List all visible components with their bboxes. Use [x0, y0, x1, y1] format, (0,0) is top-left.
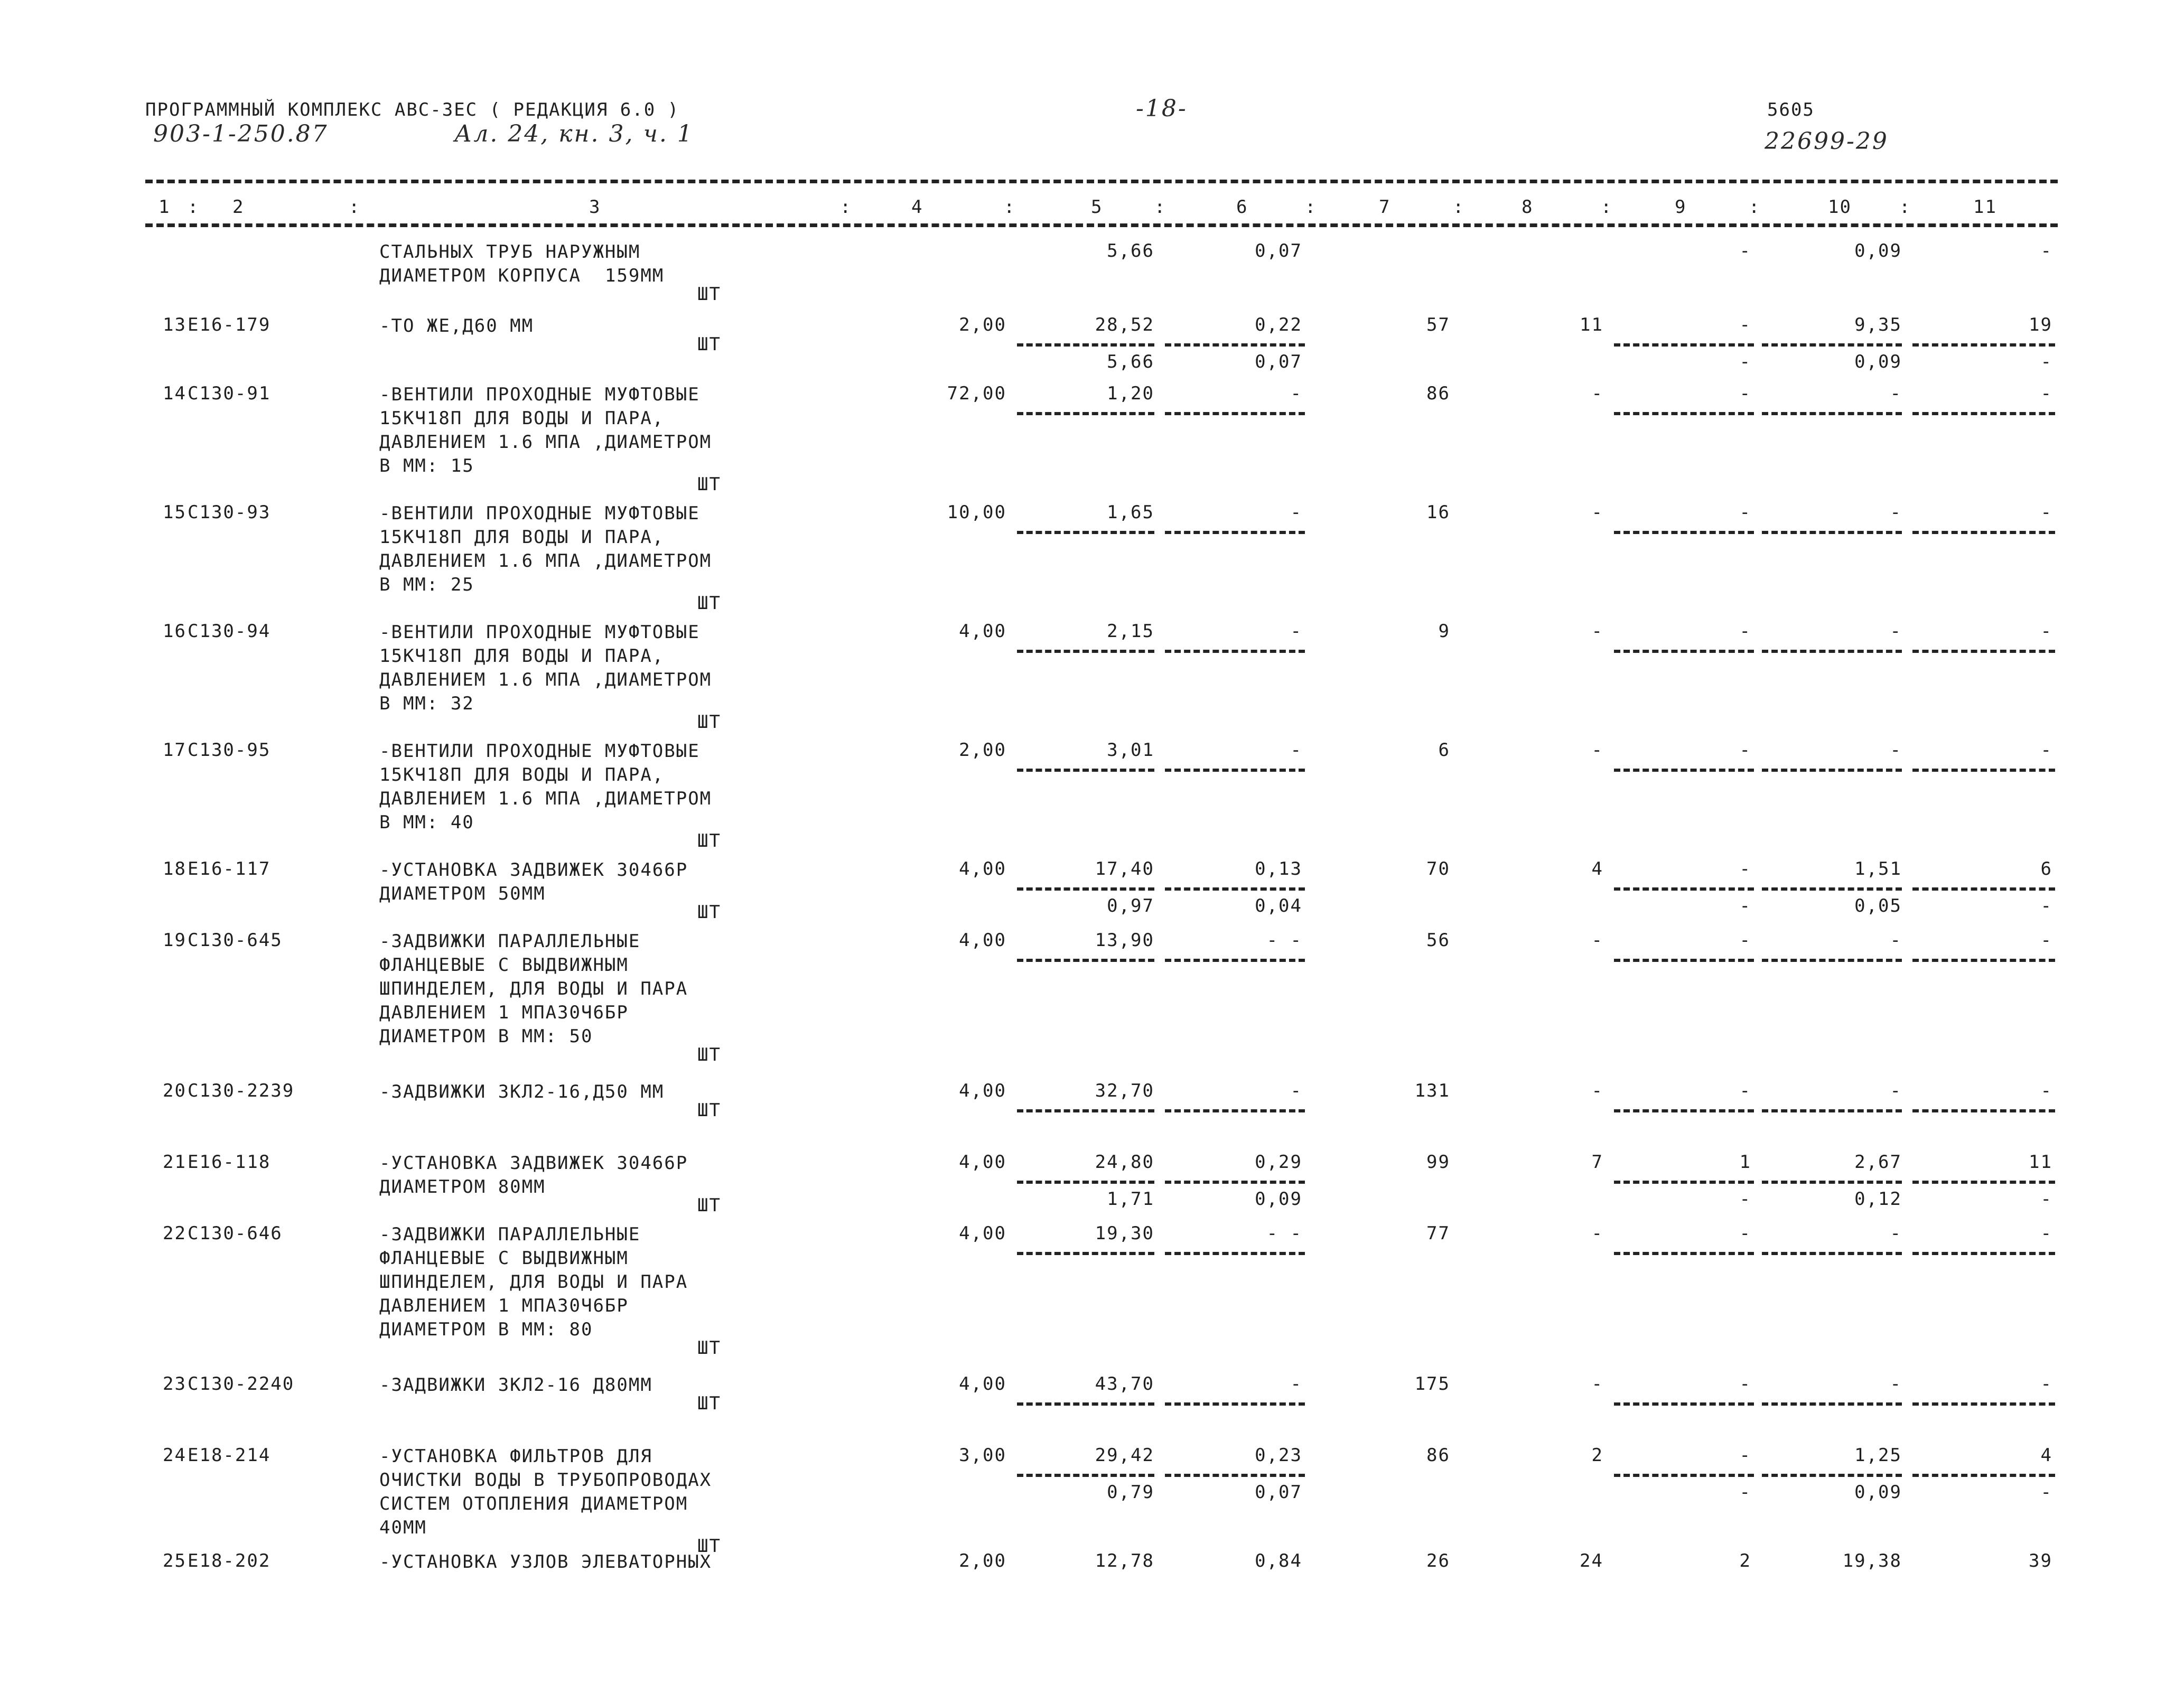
value-separator	[1614, 343, 1754, 347]
cell-col-c5: 13,90	[1095, 930, 1154, 951]
column-number: 8	[1522, 197, 1534, 218]
table-top-rule	[145, 180, 2058, 183]
secondary-value: -	[1739, 1189, 1751, 1210]
secondary-value: -	[2040, 1482, 2052, 1503]
value-separator	[1165, 1181, 1305, 1184]
unit-label: ШТ	[697, 1044, 721, 1065]
cell-col-c8: -	[1591, 930, 1603, 951]
value-separator	[1614, 959, 1754, 962]
column-separator: :	[840, 197, 852, 218]
work-description: СТАЛЬНЫХ ТРУБ НАРУЖНЫМ ДИАМЕТРОМ КОРПУСА 159ММ	[379, 241, 665, 286]
cell-col-qty: 2,00	[959, 1550, 1006, 1571]
cell-col-c11: 19	[2029, 314, 2052, 335]
secondary-value: 0,12	[1854, 1189, 1902, 1210]
cell-col-c6: 0,23	[1255, 1445, 1302, 1466]
cell-col-c6: -	[1290, 1373, 1302, 1395]
price-code: С130-645	[188, 930, 283, 951]
cell-col-c9: -	[1739, 621, 1751, 642]
row-number: 17	[163, 740, 186, 761]
value-separator	[1017, 769, 1154, 772]
cell-col-qty: 72,00	[947, 383, 1006, 404]
cell-col-c10: -	[1890, 502, 1902, 523]
project-number: 903-1-250.87	[153, 120, 329, 147]
column-separator: :	[1305, 197, 1317, 218]
cell-col-c8: -	[1591, 502, 1603, 523]
value-separator	[1017, 650, 1154, 653]
value-separator	[1165, 887, 1305, 891]
unit-label: ШТ	[697, 1100, 721, 1121]
value-separator	[1165, 1474, 1305, 1477]
secondary-value: 0,09	[1854, 1482, 1902, 1503]
row-number: 20	[163, 1080, 186, 1101]
work-description: -ЗАДВИЖКИ 3КЛ2-16 Д80ММ	[379, 1374, 652, 1396]
price-code: Е18-214	[188, 1445, 271, 1466]
work-description: -ВЕНТИЛИ ПРОХОДНЫЕ МУФТОВЫЕ 15КЧ18П ДЛЯ ВОДЫ И ПАРА, ДАВЛЕНИЕМ 1.6 МПА ,ДИАМЕТРОМ В ММ: 15	[379, 384, 712, 476]
price-code: С130-93	[188, 502, 271, 523]
value-separator	[1614, 1474, 1754, 1477]
value-separator	[1762, 1252, 1902, 1255]
price-code: Е16-179	[188, 314, 271, 335]
cell-col-c9: -	[1739, 502, 1751, 523]
cell-col-c6: 0,22	[1255, 314, 1302, 335]
unit-label: ШТ	[697, 1393, 721, 1414]
cell-col-c9: -	[1739, 1373, 1751, 1395]
value-separator	[1762, 412, 1902, 415]
cell-col-c9: -	[1739, 240, 1751, 261]
secondary-value: 0,07	[1255, 1482, 1302, 1503]
cell-col-c7: 70	[1426, 858, 1450, 880]
value-separator	[1912, 343, 2055, 347]
column-separator: :	[1154, 197, 1166, 218]
cell-col-c6: -	[1290, 383, 1302, 404]
column-number: 5	[1091, 197, 1103, 218]
unit-label: ШТ	[697, 334, 721, 355]
cell-col-c8: -	[1591, 1373, 1603, 1395]
value-separator	[1912, 531, 2055, 534]
secondary-value: 0,05	[1854, 895, 1902, 916]
row-number: 25	[163, 1550, 186, 1571]
row-number: 21	[163, 1152, 186, 1173]
cell-col-c10: -	[1890, 1373, 1902, 1395]
value-separator	[1614, 531, 1754, 534]
column-separator: :	[1899, 197, 1911, 218]
value-separator	[1614, 1109, 1754, 1112]
cell-col-c11: 11	[2029, 1152, 2052, 1173]
cell-col-c8: -	[1591, 1080, 1603, 1101]
table-header-rule	[145, 223, 2058, 227]
cell-col-c9: 2	[1739, 1550, 1751, 1571]
cell-col-c10: 2,67	[1854, 1152, 1902, 1173]
secondary-value: 0,09	[1255, 1189, 1302, 1210]
value-separator	[1165, 1109, 1305, 1112]
value-separator	[1614, 887, 1754, 891]
cell-col-c7: 99	[1426, 1152, 1450, 1173]
value-separator	[1017, 1402, 1154, 1406]
work-description: -УСТАНОВКА ФИЛЬТРОВ ДЛЯ ОЧИСТКИ ВОДЫ В ТРУБОПРОВОДАХ СИСТЕМ ОТОПЛЕНИЯ ДИАМЕТРОМ 40ММ	[379, 1446, 712, 1538]
value-separator	[1762, 1474, 1902, 1477]
column-separator: :	[1453, 197, 1465, 218]
secondary-value: 0,09	[1854, 351, 1902, 372]
cell-col-c8: -	[1591, 383, 1603, 404]
value-separator	[1017, 1252, 1154, 1255]
cell-col-c5: 12,78	[1095, 1550, 1154, 1571]
value-separator	[1017, 1109, 1154, 1112]
cell-col-c7: 57	[1426, 314, 1450, 335]
cell-col-c11: 4	[2040, 1445, 2052, 1466]
cell-col-c9: 1	[1739, 1152, 1751, 1173]
column-number: 2	[232, 197, 245, 218]
value-separator	[1762, 887, 1902, 891]
cell-col-c5: 28,52	[1095, 314, 1154, 335]
unit-label: ШТ	[697, 1536, 721, 1557]
cell-col-c7: 175	[1414, 1373, 1450, 1395]
cell-col-c10: -	[1890, 1223, 1902, 1244]
cell-col-qty: 2,00	[959, 740, 1006, 761]
cell-col-c7: 86	[1426, 1445, 1450, 1466]
cell-col-c6: 0,07	[1255, 240, 1302, 261]
cell-col-c6: 0,13	[1255, 858, 1302, 880]
work-description: -УСТАНОВКА ЗАДВИЖЕК 30466Р ДИАМЕТРОМ 50ММ	[379, 859, 688, 904]
price-code: Е16-117	[188, 858, 271, 880]
secondary-value: 5,66	[1107, 351, 1154, 372]
row-number: 16	[163, 621, 186, 642]
value-separator	[1017, 1474, 1154, 1477]
value-separator	[1912, 1181, 2055, 1184]
secondary-value: -	[1739, 1482, 1751, 1503]
value-separator	[1165, 1252, 1305, 1255]
cell-col-c6: 0,29	[1255, 1152, 1302, 1173]
price-code: Е18-202	[188, 1550, 271, 1571]
secondary-value: -	[1739, 895, 1751, 916]
cell-col-c11: -	[2040, 740, 2052, 761]
cell-col-c7: 77	[1426, 1223, 1450, 1244]
secondary-value: -	[2040, 895, 2052, 916]
cell-col-qty: 4,00	[959, 1223, 1006, 1244]
cell-col-qty: 4,00	[959, 1080, 1006, 1101]
price-code: С130-2239	[188, 1080, 295, 1101]
value-separator	[1912, 412, 2055, 415]
column-separator: :	[349, 197, 361, 218]
cell-col-c10: 1,51	[1854, 858, 1902, 880]
unit-label: ШТ	[697, 474, 721, 495]
column-number: 1	[158, 197, 171, 218]
cell-col-c9: -	[1739, 383, 1751, 404]
value-separator	[1165, 650, 1305, 653]
cell-col-c11: -	[2040, 1223, 2052, 1244]
price-code: С130-91	[188, 383, 271, 404]
unit-label: ШТ	[697, 284, 721, 305]
cell-col-c7: 6	[1438, 740, 1450, 761]
cell-col-c11: -	[2040, 240, 2052, 261]
value-separator	[1912, 1109, 2055, 1112]
value-separator	[1165, 343, 1305, 347]
cell-col-c6: 0,84	[1255, 1550, 1302, 1571]
value-separator	[1762, 1181, 1902, 1184]
value-separator	[1762, 959, 1902, 962]
cell-col-c7: 56	[1426, 930, 1450, 951]
cell-col-c6: - -	[1266, 930, 1302, 951]
cell-col-c9: -	[1739, 314, 1751, 335]
value-separator	[1165, 412, 1305, 415]
value-separator	[1614, 650, 1754, 653]
column-separator: :	[1749, 197, 1761, 218]
value-separator	[1762, 1402, 1902, 1406]
price-code: Е16-118	[188, 1152, 271, 1173]
cell-col-qty: 4,00	[959, 1152, 1006, 1173]
cell-col-c9: -	[1739, 858, 1751, 880]
cell-col-c5: 29,42	[1095, 1445, 1154, 1466]
row-number: 24	[163, 1445, 186, 1466]
row-number: 19	[163, 930, 186, 951]
document-inventory-number: 22699-29	[1765, 128, 1889, 155]
work-description: -УСТАНОВКА ЗАДВИЖЕК 30466Р ДИАМЕТРОМ 80ММ	[379, 1153, 688, 1197]
value-separator	[1912, 769, 2055, 772]
value-separator	[1614, 1252, 1754, 1255]
unit-label: ШТ	[697, 1195, 721, 1216]
value-separator	[1017, 531, 1154, 534]
value-separator	[1762, 531, 1902, 534]
unit-label: ШТ	[697, 712, 721, 733]
cell-col-c8: 7	[1591, 1152, 1603, 1173]
column-number: 6	[1236, 197, 1248, 218]
cell-col-c10: 0,09	[1854, 240, 1902, 261]
cell-col-c5: 2,15	[1107, 621, 1154, 642]
cell-col-c7: 9	[1438, 621, 1450, 642]
value-separator	[1017, 343, 1154, 347]
cell-col-c11: -	[2040, 502, 2052, 523]
value-separator	[1762, 769, 1902, 772]
cell-col-c5: 43,70	[1095, 1373, 1154, 1395]
cell-col-c7: 131	[1414, 1080, 1450, 1101]
unit-label: ШТ	[697, 1337, 721, 1359]
work-description: -ВЕНТИЛИ ПРОХОДНЫЕ МУФТОВЫЕ 15КЧ18П ДЛЯ ВОДЫ И ПАРА, ДАВЛЕНИЕМ 1.6 МПА ,ДИАМЕТРОМ В ММ: 32	[379, 622, 712, 714]
cell-col-c6: - -	[1266, 1223, 1302, 1244]
column-separator: :	[1004, 197, 1016, 218]
cell-col-c9: -	[1739, 930, 1751, 951]
value-separator	[1614, 769, 1754, 772]
cell-col-c8: 11	[1580, 314, 1603, 335]
cell-col-c8: -	[1591, 1223, 1603, 1244]
cell-col-qty: 4,00	[959, 858, 1006, 880]
cell-col-c10: -	[1890, 621, 1902, 642]
cell-col-qty: 3,00	[959, 1445, 1006, 1466]
cell-col-c8: 24	[1580, 1550, 1603, 1571]
work-description: -ВЕНТИЛИ ПРОХОДНЫЕ МУФТОВЫЕ 15КЧ18П ДЛЯ ВОДЫ И ПАРА, ДАВЛЕНИЕМ 1.6 МПА ,ДИАМЕТРОМ В ММ: 40	[379, 741, 712, 833]
value-separator	[1762, 343, 1902, 347]
row-number: 13	[163, 314, 186, 335]
value-separator	[1912, 1402, 2055, 1406]
work-description: -ЗАДВИЖКИ ПАРАЛЛЕЛЬНЫЕ ФЛАНЦЕВЫЕ С ВЫДВИЖНЫМ ШПИНДЕЛЕМ, ДЛЯ ВОДЫ И ПАРА ДАВЛЕНИЕМ 1 МПА30Ч6БР ДИАМЕТРОМ В ММ: 50	[379, 931, 688, 1047]
cell-col-c9: -	[1739, 1223, 1751, 1244]
cell-col-c7: 86	[1426, 383, 1450, 404]
secondary-value: 0,07	[1255, 351, 1302, 372]
cell-col-c10: 19,38	[1842, 1550, 1902, 1571]
cell-col-c10: 1,25	[1854, 1445, 1902, 1466]
column-number: 11	[1973, 197, 1997, 218]
value-separator	[1165, 769, 1305, 772]
value-separator	[1017, 412, 1154, 415]
cell-col-c6: -	[1290, 1080, 1302, 1101]
secondary-value: -	[2040, 1189, 2052, 1210]
cell-col-c5: 1,20	[1107, 383, 1154, 404]
cell-col-c11: 6	[2040, 858, 2052, 880]
value-separator	[1912, 1474, 2055, 1477]
cell-col-c5: 1,65	[1107, 502, 1154, 523]
cell-col-c5: 17,40	[1095, 858, 1154, 880]
cell-col-c11: -	[2040, 1080, 2052, 1101]
column-number: 4	[911, 197, 923, 218]
cell-col-qty: 10,00	[947, 502, 1006, 523]
cell-col-c9: -	[1739, 1080, 1751, 1101]
value-separator	[1614, 1402, 1754, 1406]
cell-col-qty: 4,00	[959, 621, 1006, 642]
secondary-value: 0,79	[1107, 1482, 1154, 1503]
unit-label: ШТ	[697, 902, 721, 923]
secondary-value: 1,71	[1107, 1189, 1154, 1210]
row-number: 18	[163, 858, 186, 880]
cell-col-c9: -	[1739, 1445, 1751, 1466]
cell-col-c10: 9,35	[1854, 314, 1902, 335]
value-separator	[1762, 1109, 1902, 1112]
cell-col-c10: -	[1890, 1080, 1902, 1101]
value-separator	[1912, 887, 2055, 891]
value-separator	[1165, 1402, 1305, 1406]
cell-col-qty: 4,00	[959, 930, 1006, 951]
document-code: 5605	[1767, 99, 1815, 120]
work-description: -ЗАДВИЖКИ ПАРАЛЛЕЛЬНЫЕ ФЛАНЦЕВЫЕ С ВЫДВИЖНЫМ ШПИНДЕЛЕМ, ДЛЯ ВОДЫ И ПАРА ДАВЛЕНИЕМ 1 МПА30Ч6БР ДИАМЕТРОМ В ММ: 80	[379, 1224, 688, 1340]
cell-col-c8: 4	[1591, 858, 1603, 880]
cell-col-c11: -	[2040, 621, 2052, 642]
cell-col-c5: 5,66	[1107, 240, 1154, 261]
unit-label: ШТ	[697, 593, 721, 614]
cell-col-c10: -	[1890, 930, 1902, 951]
value-separator	[1017, 959, 1154, 962]
cell-col-c5: 24,80	[1095, 1152, 1154, 1173]
cell-col-c11: -	[2040, 1373, 2052, 1395]
cell-col-c8: -	[1591, 740, 1603, 761]
cell-col-c9: -	[1739, 740, 1751, 761]
cell-col-c5: 3,01	[1107, 740, 1154, 761]
cell-col-c10: -	[1890, 740, 1902, 761]
column-separator: :	[188, 197, 200, 218]
value-separator	[1912, 959, 2055, 962]
work-description: -ВЕНТИЛИ ПРОХОДНЫЕ МУФТОВЫЕ 15КЧ18П ДЛЯ ВОДЫ И ПАРА, ДАВЛЕНИЕМ 1.6 МПА ,ДИАМЕТРОМ В ММ: 25	[379, 503, 712, 595]
secondary-value: -	[1739, 351, 1751, 372]
cell-col-c11: -	[2040, 930, 2052, 951]
page-number: -18-	[1136, 95, 1188, 122]
value-separator	[1912, 650, 2055, 653]
cell-col-c5: 19,30	[1095, 1223, 1154, 1244]
program-title: ПРОГРАММНЫЙ КОМПЛЕКС АВС-3ЕС ( РЕДАКЦИЯ 6.0 )	[145, 99, 680, 120]
column-number: 3	[589, 197, 601, 218]
price-code: С130-95	[188, 740, 271, 761]
value-separator	[1614, 412, 1754, 415]
cell-col-c8: -	[1591, 621, 1603, 642]
secondary-value: 0,04	[1255, 895, 1302, 916]
cell-col-c5: 32,70	[1095, 1080, 1154, 1101]
cell-col-c7: 26	[1426, 1550, 1450, 1571]
unit-label: ШТ	[697, 830, 721, 852]
cell-col-c6: -	[1290, 740, 1302, 761]
album-reference: Ал. 24, кн. 3, ч. 1	[454, 120, 694, 147]
value-separator	[1912, 1252, 2055, 1255]
cell-col-c6: -	[1290, 502, 1302, 523]
column-number: 7	[1379, 197, 1391, 218]
column-separator: :	[1601, 197, 1613, 218]
secondary-value: -	[2040, 351, 2052, 372]
cell-col-c11: 39	[2029, 1550, 2052, 1571]
cell-col-c10: -	[1890, 383, 1902, 404]
work-description: -ТО ЖЕ,Д60 ММ	[379, 315, 534, 336]
row-number: 23	[163, 1373, 186, 1395]
price-code: С130-94	[188, 621, 271, 642]
row-number: 22	[163, 1223, 186, 1244]
row-number: 14	[163, 383, 186, 404]
cell-col-qty: 2,00	[959, 314, 1006, 335]
value-separator	[1165, 959, 1305, 962]
column-number: 10	[1828, 197, 1852, 218]
cell-col-c7: 16	[1426, 502, 1450, 523]
work-description: -ЗАДВИЖКИ 3КЛ2-16,Д50 ММ	[379, 1081, 665, 1102]
column-number: 9	[1675, 197, 1687, 218]
value-separator	[1165, 531, 1305, 534]
row-number: 15	[163, 502, 186, 523]
price-code: С130-2240	[188, 1373, 295, 1395]
value-separator	[1017, 1181, 1154, 1184]
cell-col-qty: 4,00	[959, 1373, 1006, 1395]
value-separator	[1614, 1181, 1754, 1184]
cell-col-c11: -	[2040, 383, 2052, 404]
cell-col-c8: 2	[1591, 1445, 1603, 1466]
work-description: -УСТАНОВКА УЗЛОВ ЭЛЕВАТОРНЫХ	[379, 1551, 712, 1573]
value-separator	[1762, 650, 1902, 653]
secondary-value: 0,97	[1107, 895, 1154, 916]
price-code: С130-646	[188, 1223, 283, 1244]
cell-col-c6: -	[1290, 621, 1302, 642]
value-separator	[1017, 887, 1154, 891]
